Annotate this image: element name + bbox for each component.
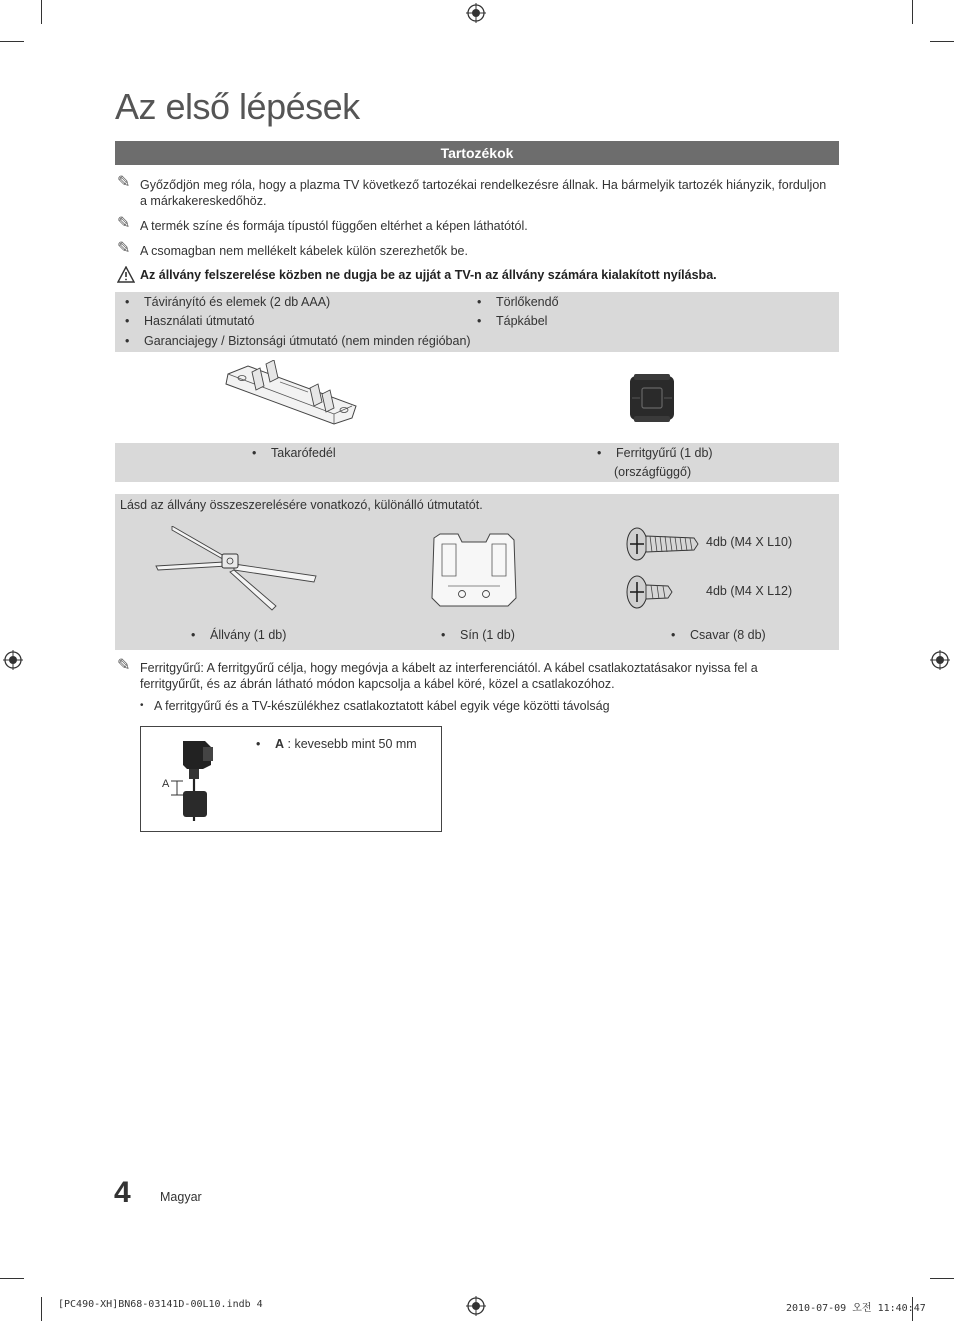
crop-mark xyxy=(0,1278,24,1279)
ferrite-diagram-box xyxy=(140,726,442,832)
note-pencil-icon: ✎ xyxy=(117,657,131,674)
stand-illustration xyxy=(152,526,320,612)
list-item: • Tápkábel xyxy=(477,314,548,328)
footer-file-info: [PC490-XH]BN68-03141D-00L10.indb 4 xyxy=(58,1299,263,1310)
list-item: • Takarófedél xyxy=(252,446,336,460)
registration-mark-icon xyxy=(466,3,486,23)
list-item: • Ferritgyűrű (1 db) xyxy=(597,446,713,460)
crop-mark xyxy=(930,1278,954,1279)
note-accessories: ✎ Győződjön meg róla, hogy a plazma TV következő tartozékai rendelkezésre állnak. Ha bármelyik tartozék hiányzik, forduljon a márkakereskedőhöz. xyxy=(117,174,827,208)
screw-m4-l12-illustration xyxy=(624,572,674,612)
crop-mark xyxy=(912,0,913,24)
note-appearance: ✎ A termék színe és formája típustól függően eltérhet a képen láthatótól. xyxy=(117,215,528,233)
crop-mark xyxy=(0,41,24,42)
section-header: Tartozékok xyxy=(115,141,839,165)
registration-mark-icon xyxy=(3,650,23,670)
page-language: Magyar xyxy=(160,1190,202,1204)
screw-m4-l10-size: 4db (M4 X L10) xyxy=(706,535,793,549)
crop-mark xyxy=(930,41,954,42)
ferrite-core-illustration xyxy=(628,372,676,424)
ferrite-bullet: • A ferritgyűrű és a TV-készülékhez csatlakoztatott kábel egyik vége közötti távolság xyxy=(140,699,610,713)
cover-illustration xyxy=(222,360,362,428)
list-item: • Sín (1 db) xyxy=(441,628,515,642)
rail-illustration xyxy=(428,528,524,612)
labels-panel xyxy=(115,443,839,482)
note-pencil-icon: ✎ xyxy=(117,174,131,191)
list-item: • Garanciajegy / Biztonsági útmutató (nem minden régióban) xyxy=(125,334,471,348)
crop-mark xyxy=(41,1297,42,1321)
footer-timestamp: 2010-07-09 오전 11:40:47 xyxy=(786,1303,926,1314)
page-title: Az első lépések xyxy=(115,86,360,127)
note-pencil-icon: ✎ xyxy=(117,240,131,257)
note-cables: ✎ A csomagban nem mellékelt kábelek külön szerezhetők be. xyxy=(117,240,468,258)
note-pencil-icon: ✎ xyxy=(117,215,131,232)
page-number: 4 xyxy=(114,1176,131,1209)
list-item: • Állvány (1 db) xyxy=(191,628,287,642)
registration-mark-icon xyxy=(466,1296,486,1316)
list-item: • Használati útmutató xyxy=(125,314,255,328)
ferrite-note: ✎ Ferritgyűrű: A ferritgyűrű célja, hogy megóvja a kábelt az interferenciától. A kábel csatlakoztatásakor nyissa fel a ferritgyűrűt, és az ábrán látható módon kapcsolja a kábel köré, közel a csatlakozóhoz. xyxy=(117,657,758,691)
warning-note: Az állvány felszerelése közben ne dugja be az ujját a TV-n az állvány számára kialakított nyílásba. xyxy=(117,267,827,283)
screw-m4-l12-size: 4db (M4 X L12) xyxy=(706,584,793,598)
distance-label-a: A xyxy=(162,778,170,790)
list-item: • Törlőkendő xyxy=(477,295,559,309)
list-item: • Csavar (8 db) xyxy=(671,628,766,642)
registration-mark-icon xyxy=(930,650,950,670)
crop-mark xyxy=(41,0,42,24)
distance-legend: • A : kevesebb mint 50 mm xyxy=(256,737,417,751)
ferrite-region-note: (országfüggő) xyxy=(614,465,692,479)
list-item: • Távirányító és elemek (2 db AAA) xyxy=(125,295,331,309)
warning-triangle-icon xyxy=(117,266,135,283)
screw-m4-l10-illustration xyxy=(624,524,700,564)
stand-note: Lásd az állvány összeszerelésére vonatkozó, különálló útmutatót. xyxy=(120,498,483,512)
